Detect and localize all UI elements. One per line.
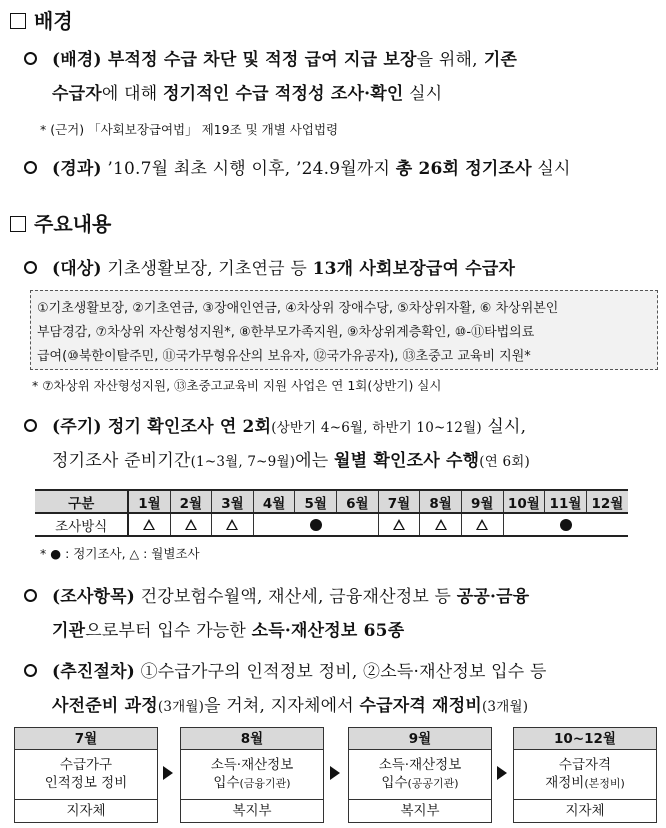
legal-basis-note: * (근거) 「사회보장급여법」 제19조 및 개별 사업법령 <box>40 122 339 137</box>
flow-step-month: 9월 <box>349 728 491 750</box>
flow-step-org: 지자체 <box>565 803 605 819</box>
circle-bullet-icon <box>24 419 37 432</box>
table-legend: * ● : 정기조사, △ : 월별조사 <box>40 546 200 561</box>
circle-regular-icon <box>560 519 572 531</box>
table-cell <box>253 513 378 536</box>
table-header-cell: 10월 <box>503 490 545 513</box>
triangle-monthly-icon <box>185 519 197 530</box>
table-header-cell: 8월 <box>420 490 462 513</box>
circle-bullet-icon <box>24 161 37 174</box>
table-cell <box>128 513 170 536</box>
schedule-header-row <box>35 490 628 513</box>
triangle-monthly-icon <box>435 519 447 530</box>
circle-bullet-icon <box>24 261 37 274</box>
schedule-table <box>35 489 628 537</box>
flow-step-month: 7월 <box>15 728 157 750</box>
benefit-list-row-2: 부담경감, ⑦차상위 자산형성지원*, ⑧한부모가족지원, ⑨차상위계층확인, ⑩-⑪타법의료 <box>37 325 535 340</box>
schedule-method-row <box>35 513 628 536</box>
flow-step-org: 복지부 <box>400 803 440 819</box>
circle-regular-icon <box>310 519 322 531</box>
table-cell <box>378 513 420 536</box>
flow-step-1 <box>14 727 158 823</box>
circle-bullet-icon <box>24 589 37 602</box>
table-row-label: 조사방식 <box>35 513 128 536</box>
flow-step-2 <box>180 727 324 823</box>
flow-step-desc: 소득·재산정보 입수(공공기관) <box>349 750 491 800</box>
circle-bullet-icon <box>24 52 37 65</box>
table-cell <box>212 513 254 536</box>
items-line-2: 기관으로부터 입수 가능한 소득·재산정보 65종 <box>52 621 405 641</box>
flow-step-3 <box>348 727 492 823</box>
items-line-1: (조사항목) 건강보험수월액, 재산세, 금융재산정보 등 공공·금융 <box>52 587 530 607</box>
target-line: (대상) 기초생활보장, 기초연금 등 13개 사회보장급여 수급자 <box>52 259 516 279</box>
arrow-right-icon <box>163 766 173 780</box>
flow-step-desc: 수급자격 재정비(본정비) <box>514 750 656 800</box>
cycle-line-1: (주기) 정기 확인조사 연 2회(상반기 4~6월, 하반기 10~12월) 실시, <box>52 417 527 437</box>
section-title-main-content: 주요내용 <box>10 208 111 237</box>
triangle-monthly-icon <box>143 519 155 530</box>
table-header-cell: 9월 <box>461 490 503 513</box>
benefit-list-row-3: 급여(⑩북한이탈주민, ⑪국가무형유산의 보유자, ⑫국가유공자), ⑬초중고 교육비 지원* <box>37 349 531 364</box>
history-line: (경과) ’10.7월 최초 시행 이후, ’24.9월까지 총 26회 정기조사 실시 <box>52 159 571 179</box>
table-cell <box>420 513 462 536</box>
table-header-cell: 11월 <box>545 490 587 513</box>
arrow-right-icon <box>330 766 340 780</box>
table-header-cell: 2월 <box>170 490 212 513</box>
circle-bullet-icon <box>24 664 37 677</box>
annual-note: * ⑦차상위 자산형성지원, ⑬초중고교육비 지원 사업은 연 1회(상반기) 실시 <box>32 378 442 393</box>
flow-step-org: 복지부 <box>232 803 272 819</box>
benefit-list-row-1: ①기초생활보장, ②기초연금, ③장애인연금, ④차상위 장애수당, ⑤차상위자활, ⑥ 차상위본인 <box>37 301 559 316</box>
background-line-2: 수급자에 대해 정기적인 수급 적정성 조사·확인 실시 <box>52 84 443 104</box>
flow-step-org: 지자체 <box>66 803 106 819</box>
table-header-cell: 7월 <box>378 490 420 513</box>
triangle-monthly-icon <box>476 519 488 530</box>
section-title-background: 배경 <box>10 5 73 34</box>
background-line-1: (배경) 부적정 수급 차단 및 적정 급여 지급 보장을 위해, 기존 <box>52 50 518 70</box>
arrow-right-icon <box>497 766 507 780</box>
table-cell <box>503 513 628 536</box>
flow-step-desc: 수급가구 인적정보 정비 <box>15 750 157 800</box>
table-header-cell: 4월 <box>253 490 295 513</box>
table-header-cell: 1월 <box>128 490 170 513</box>
checkbox-square-icon <box>10 216 26 232</box>
procedure-line-2: 사전준비 과정(3개월)을 거쳐, 지자체에서 수급자격 재정비(3개월) <box>52 696 529 716</box>
cycle-line-2: 정기조사 준비기간(1~3월, 7~9월)에는 월별 확인조사 수행(연 6회) <box>52 451 530 471</box>
table-header-cell: 6월 <box>337 490 379 513</box>
flow-step-month: 10~12월 <box>514 728 656 750</box>
benefit-list-box <box>30 290 658 370</box>
table-cell <box>170 513 212 536</box>
flow-step-desc: 소득·재산정보 입수(금융기관) <box>181 750 323 800</box>
checkbox-square-icon <box>10 13 26 29</box>
table-header-cell: 12월 <box>586 490 628 513</box>
flow-step-4 <box>513 727 657 823</box>
table-header-cell: 5월 <box>295 490 337 513</box>
flow-step-month: 8월 <box>181 728 323 750</box>
table-cell <box>461 513 503 536</box>
triangle-monthly-icon <box>226 519 238 530</box>
procedure-line-1: (추진절차) ①수급가구의 인적정보 정비, ②소득·재산정보 입수 등 <box>52 662 547 682</box>
triangle-monthly-icon <box>393 519 405 530</box>
table-header-cell: 구분 <box>35 490 128 513</box>
table-header-cell: 3월 <box>212 490 254 513</box>
